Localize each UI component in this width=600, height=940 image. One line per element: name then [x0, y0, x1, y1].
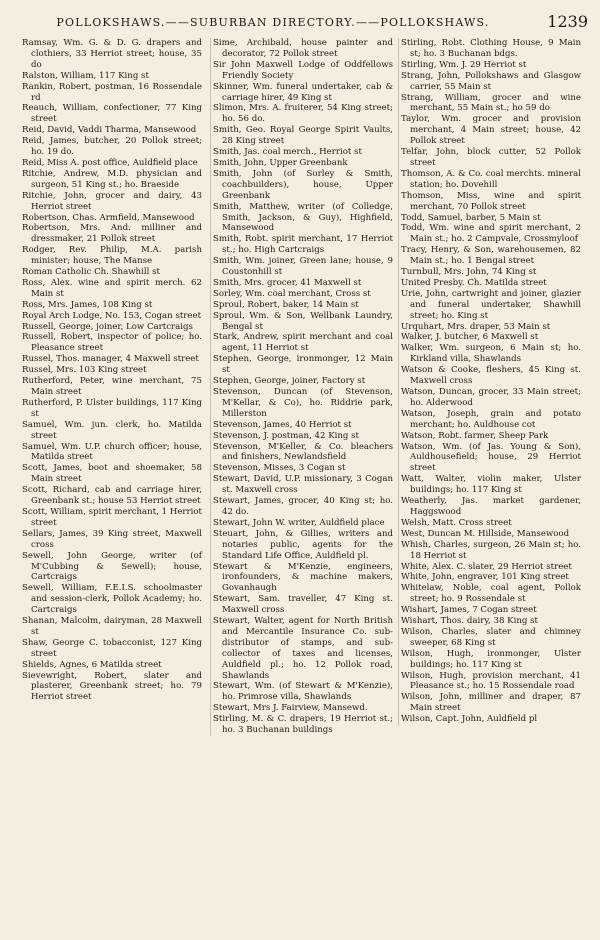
directory-entry: Ramsay, Wm. G. & D. G. drapers and clothiers, 33 Herriot street; house, 35 do — [22, 38, 202, 70]
directory-column-3 — [398, 38, 581, 725]
directory-entry: Watt, Walter, violin maker, Ulster buildings; ho. 117 King st — [401, 474, 581, 496]
directory-entry: Russel, Mrs. 103 King street — [22, 365, 147, 376]
directory-entry: Scott, William, spirit merchant, 1 Herriot street — [22, 506, 202, 528]
directory-entry: Smith, Robt. spirit merchant, 17 Herriot st.; ho. High Cartcraigs — [213, 234, 393, 256]
directory-entry: Smith, Wm. joiner, Green lane; house, 9 Coustonhill st — [213, 256, 393, 278]
directory-entry: Scott, Richard, cab and carriage hirer, Greenbank st.; house 53 Herriot street — [22, 485, 202, 507]
directory-entry: Stevenson, Misses, 3 Cogan st — [213, 463, 346, 474]
directory-entry: Todd, Wm. wine and spirit merchant, 2 Main st.; ho. 2 Campvale, Crossmyloof — [401, 223, 581, 245]
directory-entry: Stewart, David, U.P. missionary, 3 Cogan st. Maxwell cross — [213, 474, 393, 496]
directory-entry: Todd, Samuel, barber, 5 Main st — [401, 212, 541, 223]
directory-entry: Stirling, Robt. Clothing House, 9 Main st; ho. 3 Buchanan bdgs. — [401, 38, 581, 59]
directory-entry: Urquhart, Mrs. draper, 53 Main st — [401, 321, 551, 332]
directory-entry: Samuel, Wm. U.P. church officer; house, Matilda street — [22, 441, 202, 463]
directory-entry: Sorley, Wm. coal merchant, Cross st — [213, 288, 371, 299]
directory-entry: Stirling, Wm. J. 29 Herriot st — [401, 59, 527, 70]
directory-entry: Robertson, Chas. Armfield, Mansewood — [22, 212, 195, 223]
directory-entry: Stewart, Sam. traveller, 47 King st. Maxwell cross — [213, 594, 393, 616]
directory-entry: Rutherford, Peter, wine merchant, 75 Main street — [22, 376, 202, 397]
directory-entry: Sievewright, Robert, slater and plasterer, Greenbank street; ho. 79 Herriot street — [22, 670, 202, 703]
directory-entry: Stevenson, James, 40 Herriot st — [213, 419, 352, 430]
directory-entry: Reid, David, Vaddi Tharma, Mansewood — [22, 125, 197, 136]
running-title: POLLOKSHAWS.——SUBURBAN DIRECTORY.——POLLOKSHAWS. — [56, 16, 490, 29]
directory-entry: Stewart, Mrs J. Fairview, Mansewd. — [213, 703, 368, 714]
directory-entry: Shaw, George C. tobacconist, 127 King street — [22, 637, 202, 659]
directory-entry: Smith, John, Upper Greenbank — [213, 157, 348, 168]
directory-entry: Stevenson, Duncan (of Stevenson, M'Kellar, & Co), ho. Riddrie park, Millerston — [213, 387, 393, 419]
directory-entry: Strang, William, grocer and wine merchant, 55 Main st.; ho 59 do — [401, 92, 581, 114]
directory-entry: Reid, James, butcher, 20 Pollok street; ho. 19 do. — [22, 136, 202, 158]
directory-entry: Roman Catholic Ch. Shawhill st — [22, 267, 160, 278]
directory-entry: Weatherly, Jas. market gardener, Haggswood — [401, 496, 581, 517]
directory-entry: Ross, Alex. wine and spirit merch. 62 Main st — [22, 277, 202, 299]
directory-entry: Walker, Wm. surgeon, 6 Main st; ho. Kirkland villa, Shawlands — [401, 343, 581, 365]
directory-entry: Stark, Andrew, spirit merchant and coal agent, 11 Herriot st — [213, 332, 393, 354]
directory-entry: White, John, engraver, 101 King street — [401, 572, 569, 583]
directory-entry: Royal Arch Lodge, No. 153, Cogan street — [22, 310, 202, 321]
directory-entry: Watson, Robt. farmer, Sheep Park — [401, 430, 549, 441]
directory-entry: Wilson, John, milliner and draper, 87 Main street — [401, 692, 581, 714]
directory-entry: Telfar, John, block cutter, 52 Pollok street — [401, 147, 581, 168]
directory-entry: Wilson, Hugh, provision merchant, 41 Pleasance st.; ho. 15 Rossendale road — [401, 670, 581, 692]
directory-entry: Stewart, John W. writer, Auldfield place — [213, 517, 385, 528]
directory-entry: Wilson, Hugh, ironmonger, Ulster buildings; ho. 117 King st — [401, 648, 581, 670]
directory-entry: Russell, George, joiner, Low Cartcraigs — [22, 321, 193, 332]
directory-entry: Russell, Robert, inspector of police; ho. Pleasance street — [22, 332, 202, 354]
directory-entry: Stewart, Walter, agent for North British and Mercantile Insurance Co. sub-distributor of stamps, and sub-collector of taxes and licenses, Auldfield pl.; ho. 12 Pollok road, Shawlands — [213, 616, 393, 681]
directory-entry: Whish, Charles, surgeon, 26 Main st; ho. 18 Herriot st — [401, 539, 581, 561]
directory-entry: Shanan, Malcolm, dairyman, 28 Maxwell st — [22, 616, 202, 637]
directory-entry: Ross, Mrs. James, 108 King st — [22, 299, 153, 310]
directory-entry: Samuel, Wm. jun. clerk, ho. Matilda street — [22, 419, 202, 441]
directory-entry: Sproul, Robert, baker, 14 Main st — [213, 299, 359, 310]
directory-entry: United Presby. Ch. Matilda street — [401, 277, 547, 288]
directory-entry: Smith, Mrs. grocer, 41 Maxwell st — [213, 277, 362, 288]
directory-entry: Sewell, John George, writer (of M'Cubbing & Sewell); house, Cartcraigs — [22, 550, 202, 583]
directory-entry: Smith, Matthew, writer (of Colledge, Smith, Jackson, & Guy), Highfield, Mansewood — [213, 201, 393, 234]
directory-entry: White, Alex. C. slater, 29 Herriot street — [401, 561, 572, 572]
directory-entry: Skinner, Wm. funeral undertaker, cab & carriage hirer, 49 King st — [213, 81, 393, 103]
directory-entry: Shields, Agnes, 6 Matilda street — [22, 659, 162, 670]
directory-entry: Reauch, William, confectioner, 77 King street — [22, 103, 202, 125]
directory-entry: Watson, Joseph, grain and potato merchant; ho. Auldhouse cot — [401, 408, 581, 430]
directory-entry: Steuart, John, & Gillies, writers and notaries public, agents for the Standard Life Office, Auldfield pl. — [213, 528, 393, 561]
directory-entry: Rankin, Robert, postman, 16 Rossendale rd — [22, 81, 202, 103]
directory-entry: Sime, Archibald, house painter and decorator, 72 Pollok street — [213, 38, 393, 59]
directory-entry: Taylor, Wm. grocer and provision merchant, 4 Main street; house, 42 Pollok street — [401, 114, 581, 147]
directory-entry: Stewart, James, grocer, 40 King st; ho. 42 do. — [213, 496, 393, 517]
directory-entry: Sewell, William, F.E.I.S. schoolmaster and session-clerk, Pollok Academy; ho. Cartcraigs — [22, 583, 202, 616]
directory-entry: Turnbull, Mrs. John, 74 King st — [401, 267, 537, 278]
directory-entry: Smith, John (of Sorley & Smith, coachbuilders), house, Upper Greenbank — [213, 168, 393, 201]
directory-entry: Wishart, Thos. dairy, 38 King st — [401, 616, 538, 627]
directory-entry: Scott, James, boot and shoemaker, 58 Main street — [22, 463, 202, 485]
directory-entry: Stephen, George, joiner, Factory st — [213, 376, 366, 387]
directory-entry: Robertson, Mrs. And. milliner and dressmaker, 21 Pollok street — [22, 223, 202, 245]
directory-entry: Wishart, James, 7 Cogan street — [401, 605, 537, 616]
directory-entry: Russel, Thos. manager, 4 Maxwell street — [22, 354, 199, 365]
directory-entry: Reid, Miss A. post office, Auldfield place — [22, 157, 198, 168]
directory-entry: Sellars, James, 39 King street, Maxwell cross — [22, 528, 202, 550]
directory-entry: Rutherford, P. Ulster buildings, 117 King st — [22, 397, 202, 419]
directory-entry: Stephen, George, ironmonger, 12 Main st — [213, 354, 393, 376]
directory-column-2 — [210, 38, 393, 736]
directory-entry: Smith, Geo. Royal George Spirit Vaults, 28 King street — [213, 125, 393, 147]
directory-entry: Ritchie, Andrew, M.D. physician and surgeon, 51 King st.; ho. Braeside — [22, 168, 202, 190]
directory-entry: Stewart & M'Kenzie, engineers, ironfounders, & machine makers, Govanhaugh — [213, 561, 393, 594]
directory-entry: Watson, Wm. (of Jas. Young & Son), Auldhousefield; house, 29 Herriot street — [401, 441, 581, 474]
page-header — [18, 12, 588, 32]
directory-entry: Wilson, Charles, slater and chimney sweeper, 68 King st — [401, 626, 581, 648]
directory-entry: West, Duncan M. Hillside, Mansewood — [401, 528, 570, 539]
directory-entry: Welsh, Matt. Cross street — [401, 517, 512, 528]
directory-entry: Stewart, Wm. (of Stewart & M'Kenzie), ho. Primrose villa, Shawlands — [213, 681, 393, 703]
directory-entry: Smith, Jas. coal merch., Herriot st — [213, 147, 362, 158]
directory-entry: Walker, J. butcher, 6 Maxwell st — [401, 332, 539, 343]
directory-column-1 — [22, 38, 202, 703]
directory-entry: Watson & Cooke, fleshers, 45 King st. Maxwell cross — [401, 365, 581, 387]
directory-entry: Ritchie, John, grocer and dairy, 43 Herriot street — [22, 190, 202, 212]
directory-entry: Sir John Maxwell Lodge of Oddfellows Friendly Society — [213, 59, 393, 81]
directory-entry: Wilson, Capt. John, Auldfield pl — [401, 714, 538, 725]
directory-entry: Watson, Duncan, grocer, 33 Main street; ho. Alderwood — [401, 387, 581, 408]
directory-entry: Rodger, Rev. Philip, M.A. parish minister; house, The Manse — [22, 245, 202, 267]
directory-entry: Whitelaw, Noble, coal agent, Pollok street; ho. 9 Rossendale st — [401, 583, 581, 605]
directory-entry: Stevenson, J. postman, 42 King st — [213, 430, 360, 441]
directory-entry: Urie, John, cartwright and joiner, glazier and funeral undertaker, Shawhill street; ho. King st — [401, 288, 581, 321]
directory-entry: Ralston, William, 117 King st — [22, 70, 149, 81]
directory-entry: Slimon, Mrs. A. fruiterer, 54 King street; ho. 56 do. — [213, 103, 393, 125]
directory-entry: Tracy, Henry, & Son, warehousemen, 82 Main st.; ho. 1 Bengal street — [401, 245, 581, 267]
directory-entry: Stirling, M. & C. drapers, 19 Herriot st.; ho. 3 Buchanan buildings — [213, 714, 393, 736]
directory-entry: Thomson, Miss, wine and spirit merchant, 70 Pollok street — [401, 190, 581, 212]
page-number: 1239 — [547, 12, 588, 31]
directory-entry: Sproul, Wm. & Son, Wellbank Laundry, Bengal st — [213, 310, 393, 332]
directory-entry: Stevenson, M'Keller, & Co. bleachers and finishers, Newlandsfield — [213, 441, 393, 463]
directory-entry: Thomson, A. & Co. coal merchts. mineral station; ho. Dovehill — [401, 168, 581, 190]
directory-entry: Strang, John, Pollokshaws and Glasgow carrier, 55 Main st — [401, 70, 581, 92]
